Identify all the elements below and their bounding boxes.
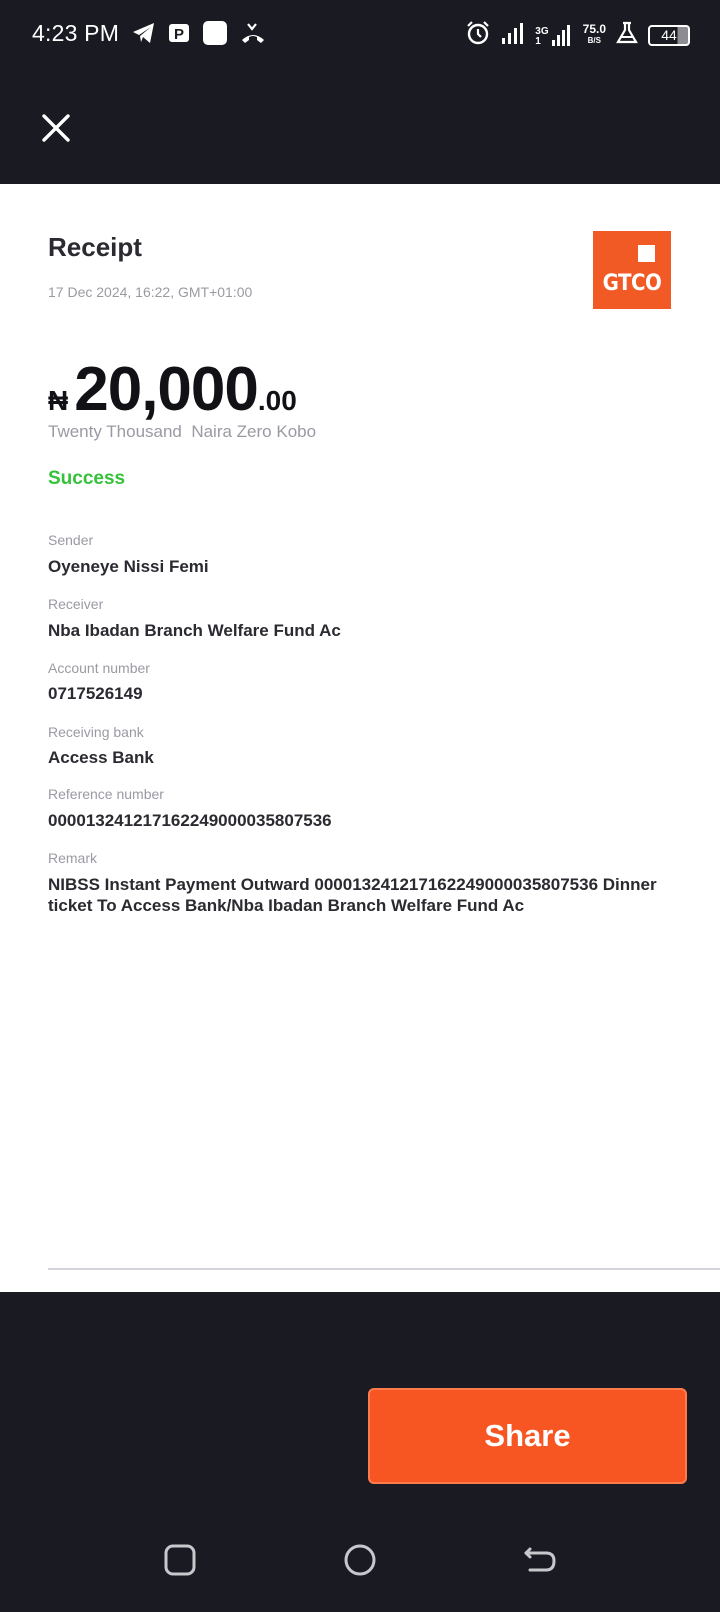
- close-button[interactable]: [36, 108, 76, 148]
- speed-value: 75.0: [582, 22, 606, 36]
- status-text: Success: [48, 468, 126, 489]
- remark-value: NIBSS Instant Payment Outward 000013241217162249000035807536 Dinner ticket To Access Bank/Nba Ibadan Branch Welfare Fund Ac: [48, 875, 657, 915]
- receipt-title: Receipt: [48, 232, 142, 262]
- logo-square: [638, 245, 655, 262]
- notification-icons: [132, 20, 266, 50]
- system-nav-bar: [0, 1540, 720, 1590]
- divider: [48, 1268, 720, 1270]
- battery-icon: [648, 25, 690, 46]
- amount-in-words: Twenty Thousand Naira Zero Kobo: [48, 422, 317, 441]
- reference-number-value: 000013241217162249000035807536: [48, 811, 332, 830]
- receiving-bank-value: Access Bank: [48, 748, 154, 767]
- amount-fraction: .00: [257, 385, 297, 416]
- logo-text: GTCO: [602, 271, 662, 296]
- status-bar: [0, 0, 720, 72]
- receiver-label: Receiver: [48, 596, 104, 612]
- home-icon: [340, 1540, 380, 1580]
- account-number-value: 0717526149: [48, 684, 143, 703]
- signal-3g-icon: [535, 23, 572, 47]
- alarm-icon: [465, 20, 491, 51]
- remark-label: Remark: [48, 850, 98, 866]
- account-number-label: Account number: [48, 660, 150, 676]
- receipt-date: 17 Dec 2024, 16:22, GMT+01:00: [48, 284, 253, 300]
- telegram-icon: [132, 22, 156, 49]
- missed-call-icon: [240, 22, 266, 49]
- speed-unit: B/S: [587, 36, 601, 45]
- speed-indicator: [583, 24, 606, 46]
- home-button[interactable]: [340, 1540, 380, 1580]
- recents-button[interactable]: [160, 1540, 200, 1580]
- sender-value: Oyeneye Nissi Femi: [48, 557, 209, 576]
- close-icon: [36, 108, 76, 148]
- system-icons: [465, 20, 690, 50]
- receipt-card: [0, 184, 720, 1292]
- p-app-icon: [168, 22, 190, 49]
- receiving-bank-label: Receiving bank: [48, 724, 144, 740]
- recents-icon: [160, 1540, 200, 1580]
- battery-level: 44: [661, 26, 677, 43]
- network-sub: 1: [535, 36, 541, 47]
- currency-symbol: ₦: [48, 385, 69, 416]
- sender-label: Sender: [48, 532, 94, 548]
- share-button[interactable]: Share: [368, 1388, 687, 1484]
- back-icon: [520, 1540, 560, 1580]
- reference-number-label: Reference number: [48, 786, 164, 802]
- signal-icon: [501, 21, 525, 50]
- amount: [48, 354, 297, 425]
- status-time: 4:23 PM: [32, 20, 120, 46]
- receiver-value: Nba Ibadan Branch Welfare Fund Ac: [48, 621, 341, 640]
- network-type: 3G: [535, 26, 549, 37]
- amount-whole: 20,000: [74, 355, 258, 424]
- back-button[interactable]: [520, 1540, 560, 1580]
- white-square-icon: [202, 20, 228, 51]
- gtco-logo: [593, 231, 671, 309]
- flask-icon: [616, 21, 638, 50]
- svg-text:P: P: [173, 25, 185, 43]
